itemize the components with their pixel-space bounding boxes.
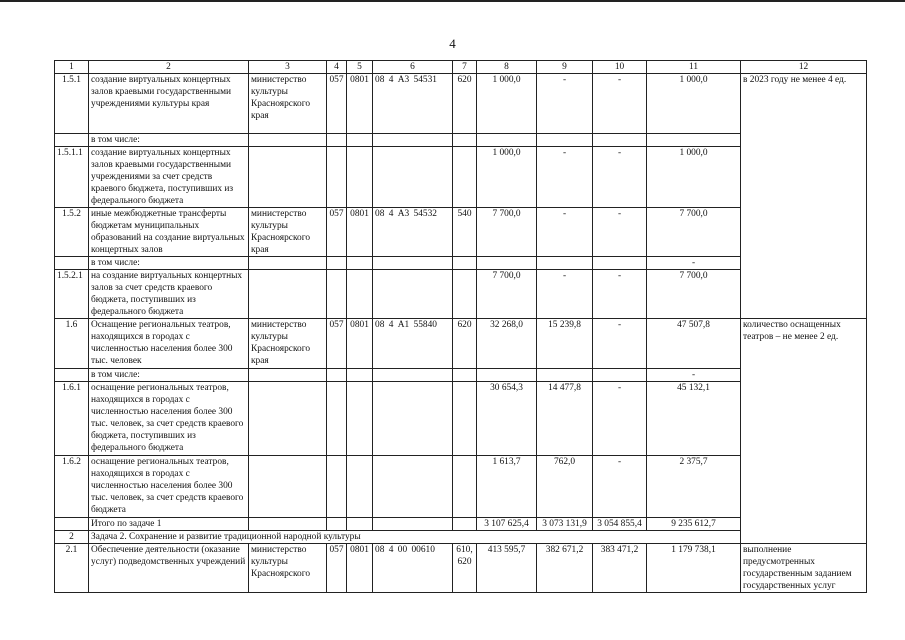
row-total: 1 179 738,1 [647,544,741,593]
row-year3 [593,134,647,147]
row-csr [373,518,453,531]
row-number: 1.6 [55,319,89,369]
row-year1 [477,134,537,147]
row-year1: 413 595,7 [477,544,537,593]
row-gr: 057 [327,208,347,257]
row-year2: - [537,74,593,134]
header-cell: 4 [327,61,347,74]
row-total: 1 000,0 [647,147,741,208]
row-total: 45 132,1 [647,382,741,456]
row-year1: 1 000,0 [477,74,537,134]
row-gr [327,270,347,319]
row-rzpr: 0801 [347,208,373,257]
header-cell: 8 [477,61,537,74]
row-csr [373,369,453,382]
row-year1: 32 268,0 [477,319,537,369]
budget-table [54,60,867,593]
row-csr [373,257,453,270]
row-number: 2.1 [55,544,89,593]
row-rzpr [347,369,373,382]
row-number [55,518,89,531]
row-vr [453,382,477,456]
row-name: Итого по задаче 1 [89,518,249,531]
row-number: 1.5.1.1 [55,147,89,208]
row-year2: 762,0 [537,456,593,518]
row-gr [327,518,347,531]
row-name: оснащение региональных театров, находящихся в городах с численностью населения более 300 тыс. человек, за счет средств краевого бюджета, поступивших из федерального бюджета [89,382,249,456]
row-gr [327,369,347,382]
row-csr [373,147,453,208]
row-total: - [647,257,741,270]
row-csr: 08 4 00 00610 [373,544,453,593]
row-gr [327,134,347,147]
task-title: Задача 2. Сохранение и развитие традиционной народной культуры [89,531,867,544]
row-csr [373,134,453,147]
row-year2: 14 477,8 [537,382,593,456]
row-name: Обеспечение деятельности (оказание услуг) подведомственных учреждений [89,544,249,593]
row-result: в 2023 году не менее 4 ед. [741,74,867,319]
row-org: министерство культуры Красноярского края [249,74,327,134]
row-vr [453,518,477,531]
row-year1: 3 107 625,4 [477,518,537,531]
row-name: оснащение региональных театров, находящихся в городах с численностью населения более 300 тыс. человек, за счет средств краевого бюджета [89,456,249,518]
row-org [249,134,327,147]
row-gr [327,147,347,208]
row-year2: 3 073 131,9 [537,518,593,531]
row-vr: 540 [453,208,477,257]
row-name: иные межбюджетные трансферты бюджетам муниципальных образований на создание виртуальных концертных залов [89,208,249,257]
row-total: 7 700,0 [647,270,741,319]
row-year3: - [593,270,647,319]
row-rzpr [347,257,373,270]
row-number: 1.5.2.1 [55,270,89,319]
row-year1: 7 700,0 [477,208,537,257]
row-gr [327,257,347,270]
table-row [55,74,867,134]
row-vr [453,369,477,382]
row-year1: 7 700,0 [477,270,537,319]
header-cell: 10 [593,61,647,74]
row-year3: 3 054 855,4 [593,518,647,531]
row-year1: 1 613,7 [477,456,537,518]
row-name: создание виртуальных концертных залов краевыми государственными учреждениями культуры края [89,74,249,134]
row-year1 [477,257,537,270]
row-year3: - [593,74,647,134]
header-row [55,61,867,74]
header-cell: 7 [453,61,477,74]
row-rzpr [347,270,373,319]
row-number: 1.5.2 [55,208,89,257]
row-year1: 30 654,3 [477,382,537,456]
header-cell: 11 [647,61,741,74]
row-year3: 383 471,2 [593,544,647,593]
row-org [249,147,327,208]
row-name: в том числе: [89,134,249,147]
row-year3: - [593,147,647,208]
row-org: министерство культуры Красноярского [249,544,327,593]
header-cell: 5 [347,61,373,74]
row-year2: 382 671,2 [537,544,593,593]
row-org [249,456,327,518]
row-csr [373,270,453,319]
row-org [249,369,327,382]
row-csr [373,456,453,518]
row-year3 [593,369,647,382]
row-rzpr [347,147,373,208]
row-total [647,134,741,147]
row-year3 [593,257,647,270]
row-vr [453,257,477,270]
row-total: 9 235 612,7 [647,518,741,531]
row-org [249,382,327,456]
row-gr: 057 [327,319,347,369]
row-vr [453,147,477,208]
row-org: министерство культуры Красноярского края [249,319,327,369]
row-org [249,270,327,319]
row-year1 [477,369,537,382]
row-total: - [647,369,741,382]
row-year2 [537,257,593,270]
row-result: количество оснащенных театров – не менее 2 ед. [741,319,867,544]
row-number [55,134,89,147]
header-cell: 3 [249,61,327,74]
row-year3: - [593,319,647,369]
row-csr: 08 4 А3 54531 [373,74,453,134]
row-total: 47 507,8 [647,319,741,369]
table-row [55,544,867,593]
row-year1: 1 000,0 [477,147,537,208]
row-total: 1 000,0 [647,74,741,134]
row-rzpr: 0801 [347,319,373,369]
row-name: Оснащение региональных театров, находящихся в городах с численностью населения более 300 тыс. человек [89,319,249,369]
row-gr: 057 [327,544,347,593]
row-number: 1.6.1 [55,382,89,456]
row-name: в том числе: [89,257,249,270]
page-number: 4 [449,36,456,51]
row-rzpr [347,134,373,147]
header-cell: 1 [55,61,89,74]
row-rzpr: 0801 [347,74,373,134]
row-result: выполнение предусмотренных государственным заданием государственных услуг [741,544,867,593]
header-cell: 9 [537,61,593,74]
row-name: в том числе: [89,369,249,382]
row-year3: - [593,208,647,257]
row-rzpr [347,456,373,518]
row-org [249,257,327,270]
row-number: 1.6.2 [55,456,89,518]
row-vr [453,456,477,518]
row-number: 1.5.1 [55,74,89,134]
row-total: 2 375,7 [647,456,741,518]
row-vr: 620 [453,74,477,134]
row-total: 7 700,0 [647,208,741,257]
row-vr [453,134,477,147]
row-number [55,257,89,270]
header-cell: 6 [373,61,453,74]
row-name: создание виртуальных концертных залов краевыми государственными учреждениями за счет средств краевого бюджета, поступивших из федерального бюджета [89,147,249,208]
row-year2: - [537,147,593,208]
table-row [55,319,867,369]
row-gr [327,456,347,518]
row-year3: - [593,382,647,456]
row-csr: 08 4 А3 54532 [373,208,453,257]
row-year3: - [593,456,647,518]
row-name: на создание виртуальных концертных залов за счет средств краевого бюджета, поступивших из федерального бюджета [89,270,249,319]
row-rzpr: 0801 [347,544,373,593]
header-cell: 2 [89,61,249,74]
row-year2 [537,134,593,147]
row-number: 2 [55,531,89,544]
row-rzpr [347,382,373,456]
row-vr: 620 [453,319,477,369]
row-year2: - [537,208,593,257]
row-csr: 08 4 А1 55840 [373,319,453,369]
row-year2: 15 239,8 [537,319,593,369]
row-org [249,518,327,531]
row-csr [373,382,453,456]
top-rule [0,0,905,2]
header-cell: 12 [741,61,867,74]
row-gr: 057 [327,74,347,134]
row-rzpr [347,518,373,531]
row-year2 [537,369,593,382]
row-vr [453,270,477,319]
task-row [55,531,867,544]
row-number [55,369,89,382]
row-org: министерство культуры Красноярского края [249,208,327,257]
row-year2: - [537,270,593,319]
row-vr: 610, 620 [453,544,477,593]
row-gr [327,382,347,456]
